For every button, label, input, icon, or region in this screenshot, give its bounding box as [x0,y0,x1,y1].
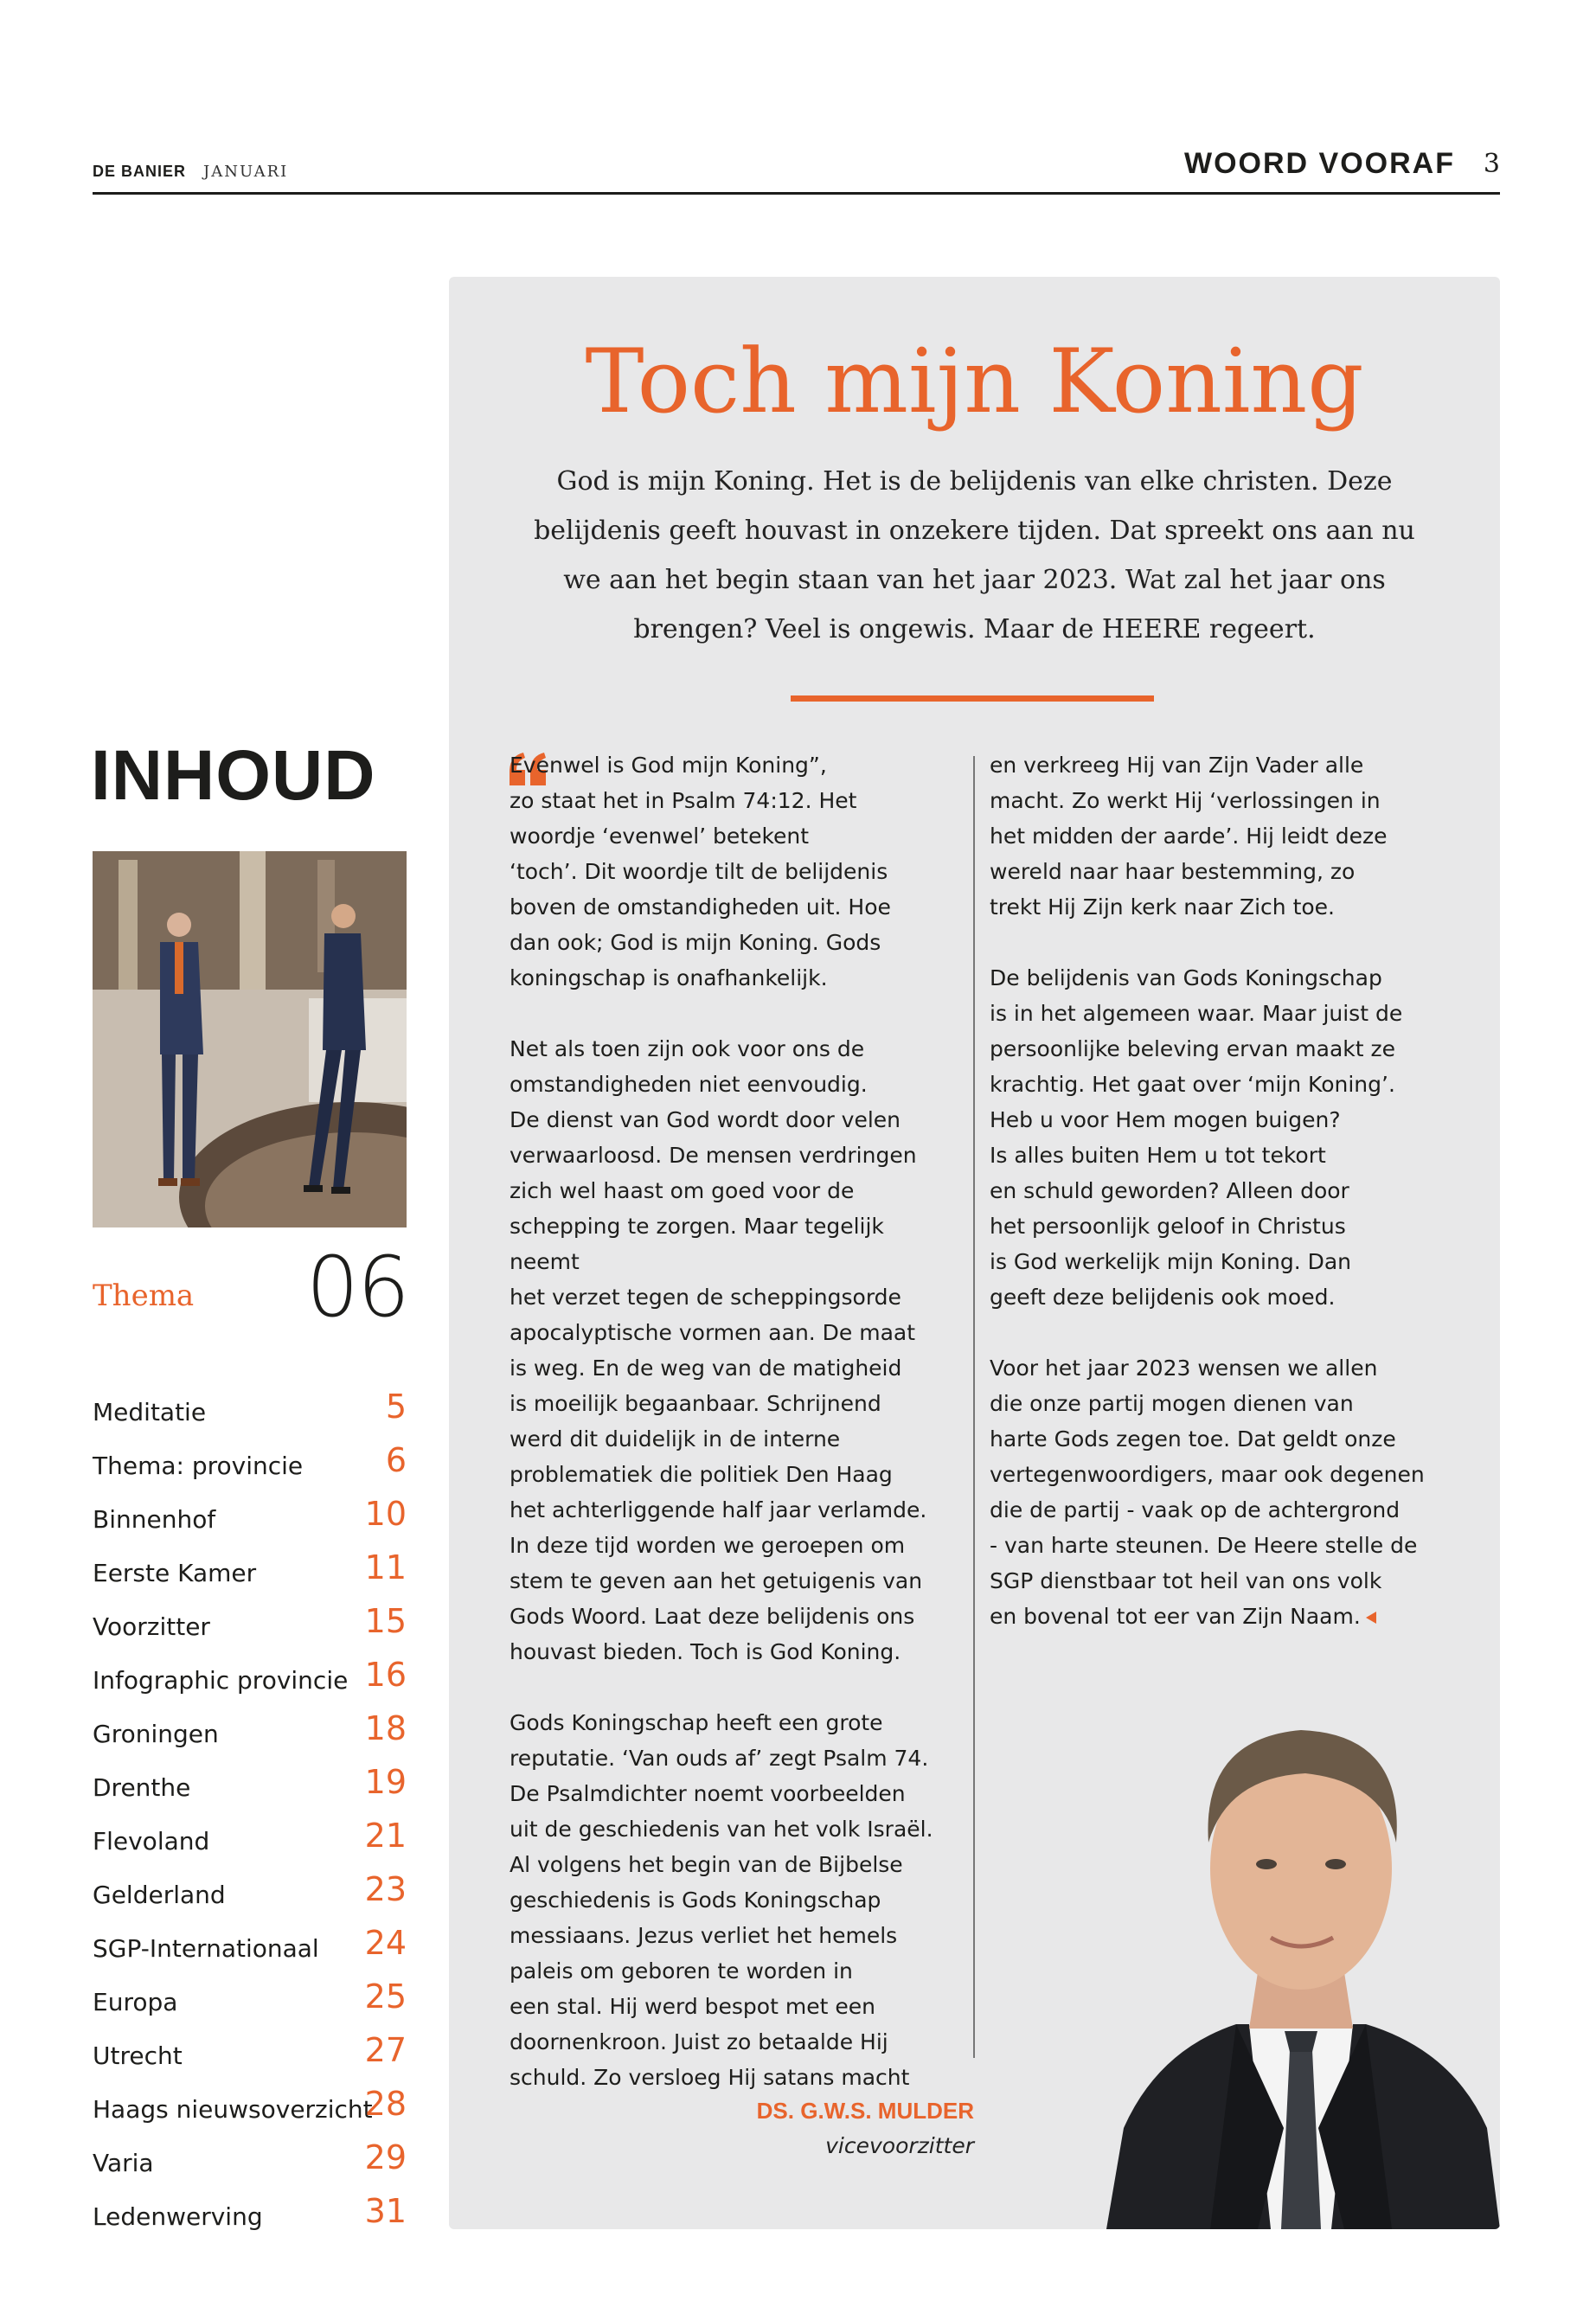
contents-item-page: 18 [364,1709,407,1747]
theme-page-number: 06 [305,1239,408,1336]
contents-item[interactable] [93,1759,407,1813]
contents-item-label: Binnenhof [93,1505,216,1534]
author-role: vicevoorzitter [825,2133,974,2158]
contents-item-page: 28 [364,2085,407,2123]
contents-item[interactable] [93,1813,407,1867]
contents-item-label: Infographic provincie [93,1666,349,1695]
contents-item[interactable] [93,1545,407,1599]
contents-item-label: Utrecht [93,2041,183,2070]
contents-item-label: Drenthe [93,1773,191,1802]
column-divider [973,756,975,2058]
contents-item-page: 21 [364,1817,407,1855]
article-intro: God is mijn Koning. Het is de belijdenis van elke christen. Deze belijdenis geeft houvast in onzekere tijden. Dat spreekt ons aan nu we aan het begin staan van het jaar 2023. Wat zal het jaar ons brengen? Veel is ongewis. Maar de HEERE regeert. [534,466,1415,644]
page-number: 3 [1483,149,1500,179]
contents-item[interactable] [93,1384,407,1438]
contents-item[interactable] [93,1491,407,1545]
contents-item-page: 5 [385,1388,407,1426]
contents-item-label: Eerste Kamer [93,1559,257,1587]
article-column-2-text: en verkreeg Hij van Zijn Vader alle macht. Zo werkt Hij ‘verlossingen in het midden der aarde’. Hij leidt deze wereld naar haar bestemming, zo trekt Hij Zijn kerk naar Zich toe. De belijdenis van Gods Koningschap is in het algemeen waar. Maar juist de persoonlijke beleving ervan maakt ze krachtig. Het gaat over ‘mijn Koning’. Heb u voor Hem mogen buigen? Is alles buiten Hem u tot tekort en schuld geworden? Alleen door het persoonlijk geloof in Christus is God werkelijk mijn Koning. Dan geeft deze belijdenis ook moed. Voor het jaar 2023 wensen we allen die onze partij mogen dienen van harte Gods zegen toe. Dat geldt onze vertegenwoordigers, maar ook degenen die de partij - vaak op de achtergrond - van harte steunen. De Heere stelle de SGP dienstbaar tot heil van ons volk en bovenal tot eer van Zijn Naam. [990,753,1425,1629]
article-column-1: Evenwel is God mijn Koning”, zo staat het in Psalm 74:12. Het woordje ‘evenwel’ betekent ‘toch’. Dit woordje tilt de belijdenis boven de omstandigheden uit. Hoe dan ook; God is mijn Koning. Gods koningschap is onafhankelijk. Net als toen zijn ook voor ons de omstandigheden niet eenvoudig. De dienst van God wordt door velen verwaarloosd. De mensen verdringen zich wel haast om goed voor de schepping te zorgen. Maar tegelijk neemt het verzet tegen de scheppingsorde apocalyptische vormen aan. De maat is weg. En de weg van de matigheid is moeilijk begaanbaar. Schrijnend werd dit duidelijk in de interne problematiek die politiek Den Haag het achterliggende half jaar verlamde. In deze tijd worden we geroepen om stem te geven aan het getuigenis van Gods Woord. Laat deze belijdenis ons houvast bieden. Toch is God Koning. Gods Koningschap heeft een grote reputatie. ‘Van ouds af’ zegt Psalm 74. De Psalmdichter noemt voorbeelden uit de geschiedenis van het volk Israël. Al volgens het begin van de Bijbelse geschiedenis is Gods Koningschap messiaans. Jezus verliet het hemels paleis om geboren te worden in een stal. Hij werd bespot met een doornenkroon. Juist zo betaalde Hij schuld. Zo versloeg Hij satans macht [510,753,933,2090]
theme-label: Thema [93,1279,195,1313]
contents-item-page: 24 [364,1924,407,1962]
contents-item-page: 25 [364,1977,407,2016]
contents-item[interactable] [93,1867,407,1920]
contents-item-page: 11 [364,1548,407,1586]
contents-item[interactable] [93,2081,407,2135]
section-title: WOORD VOORAF [1184,147,1455,180]
contents-item[interactable] [93,1920,407,1974]
contents-item-label: Groningen [93,1720,219,1748]
article-panel [449,277,1500,2229]
author-portrait [1106,1644,1500,2229]
contents-item-page: 31 [364,2192,407,2230]
contents-item-label: Meditatie [93,1398,207,1426]
article-column-2 [990,747,1457,1634]
contents-item-label: Europa [93,1988,178,2016]
contents-item[interactable] [93,2028,407,2081]
contents-item-page: 29 [364,2138,407,2176]
contents-item-label: Varia [93,2149,154,2177]
contents-item-label: Ledenwerving [93,2202,263,2231]
contents-item-page: 23 [364,1870,407,1908]
contents-item-label: Thema: provincie [93,1452,304,1480]
contents-item[interactable] [93,2189,407,2242]
contents-item[interactable] [93,2135,407,2189]
contents-item-label: SGP-Internationaal [93,1934,319,1963]
author-name: DS. G.W.S. MULDER [756,2098,974,2124]
contents-item-label: Flevoland [93,1827,210,1856]
title-divider [791,695,1154,702]
contents-item[interactable] [93,1706,407,1759]
contents-item-label: Haags nieuwsoverzicht [93,2095,373,2124]
contents-list [93,1384,407,2242]
contents-item-page: 16 [364,1656,407,1694]
contents-item-page: 19 [364,1763,407,1801]
contents-item-label: Gelderland [93,1881,226,1909]
magazine-name: DE BANIER [93,163,187,180]
contents-item-page: 15 [364,1602,407,1640]
contents-item-page: 10 [364,1495,407,1533]
contents-item[interactable] [93,1974,407,2028]
end-mark-icon [1364,1610,1378,1625]
contents-item-page: 27 [364,2031,407,2069]
article-title: Toch mijn Koning [585,330,1364,433]
contents-item[interactable] [93,1652,407,1706]
page-header [93,147,1500,195]
contents-item-page: 6 [385,1441,407,1479]
issue-month: JANUARI [203,163,289,181]
contents-item[interactable] [93,1438,407,1491]
contents-heading: INHOUD [91,736,376,815]
contents-photo [93,851,407,1227]
contents-item[interactable] [93,1599,407,1652]
contents-item-label: Voorzitter [93,1612,210,1641]
